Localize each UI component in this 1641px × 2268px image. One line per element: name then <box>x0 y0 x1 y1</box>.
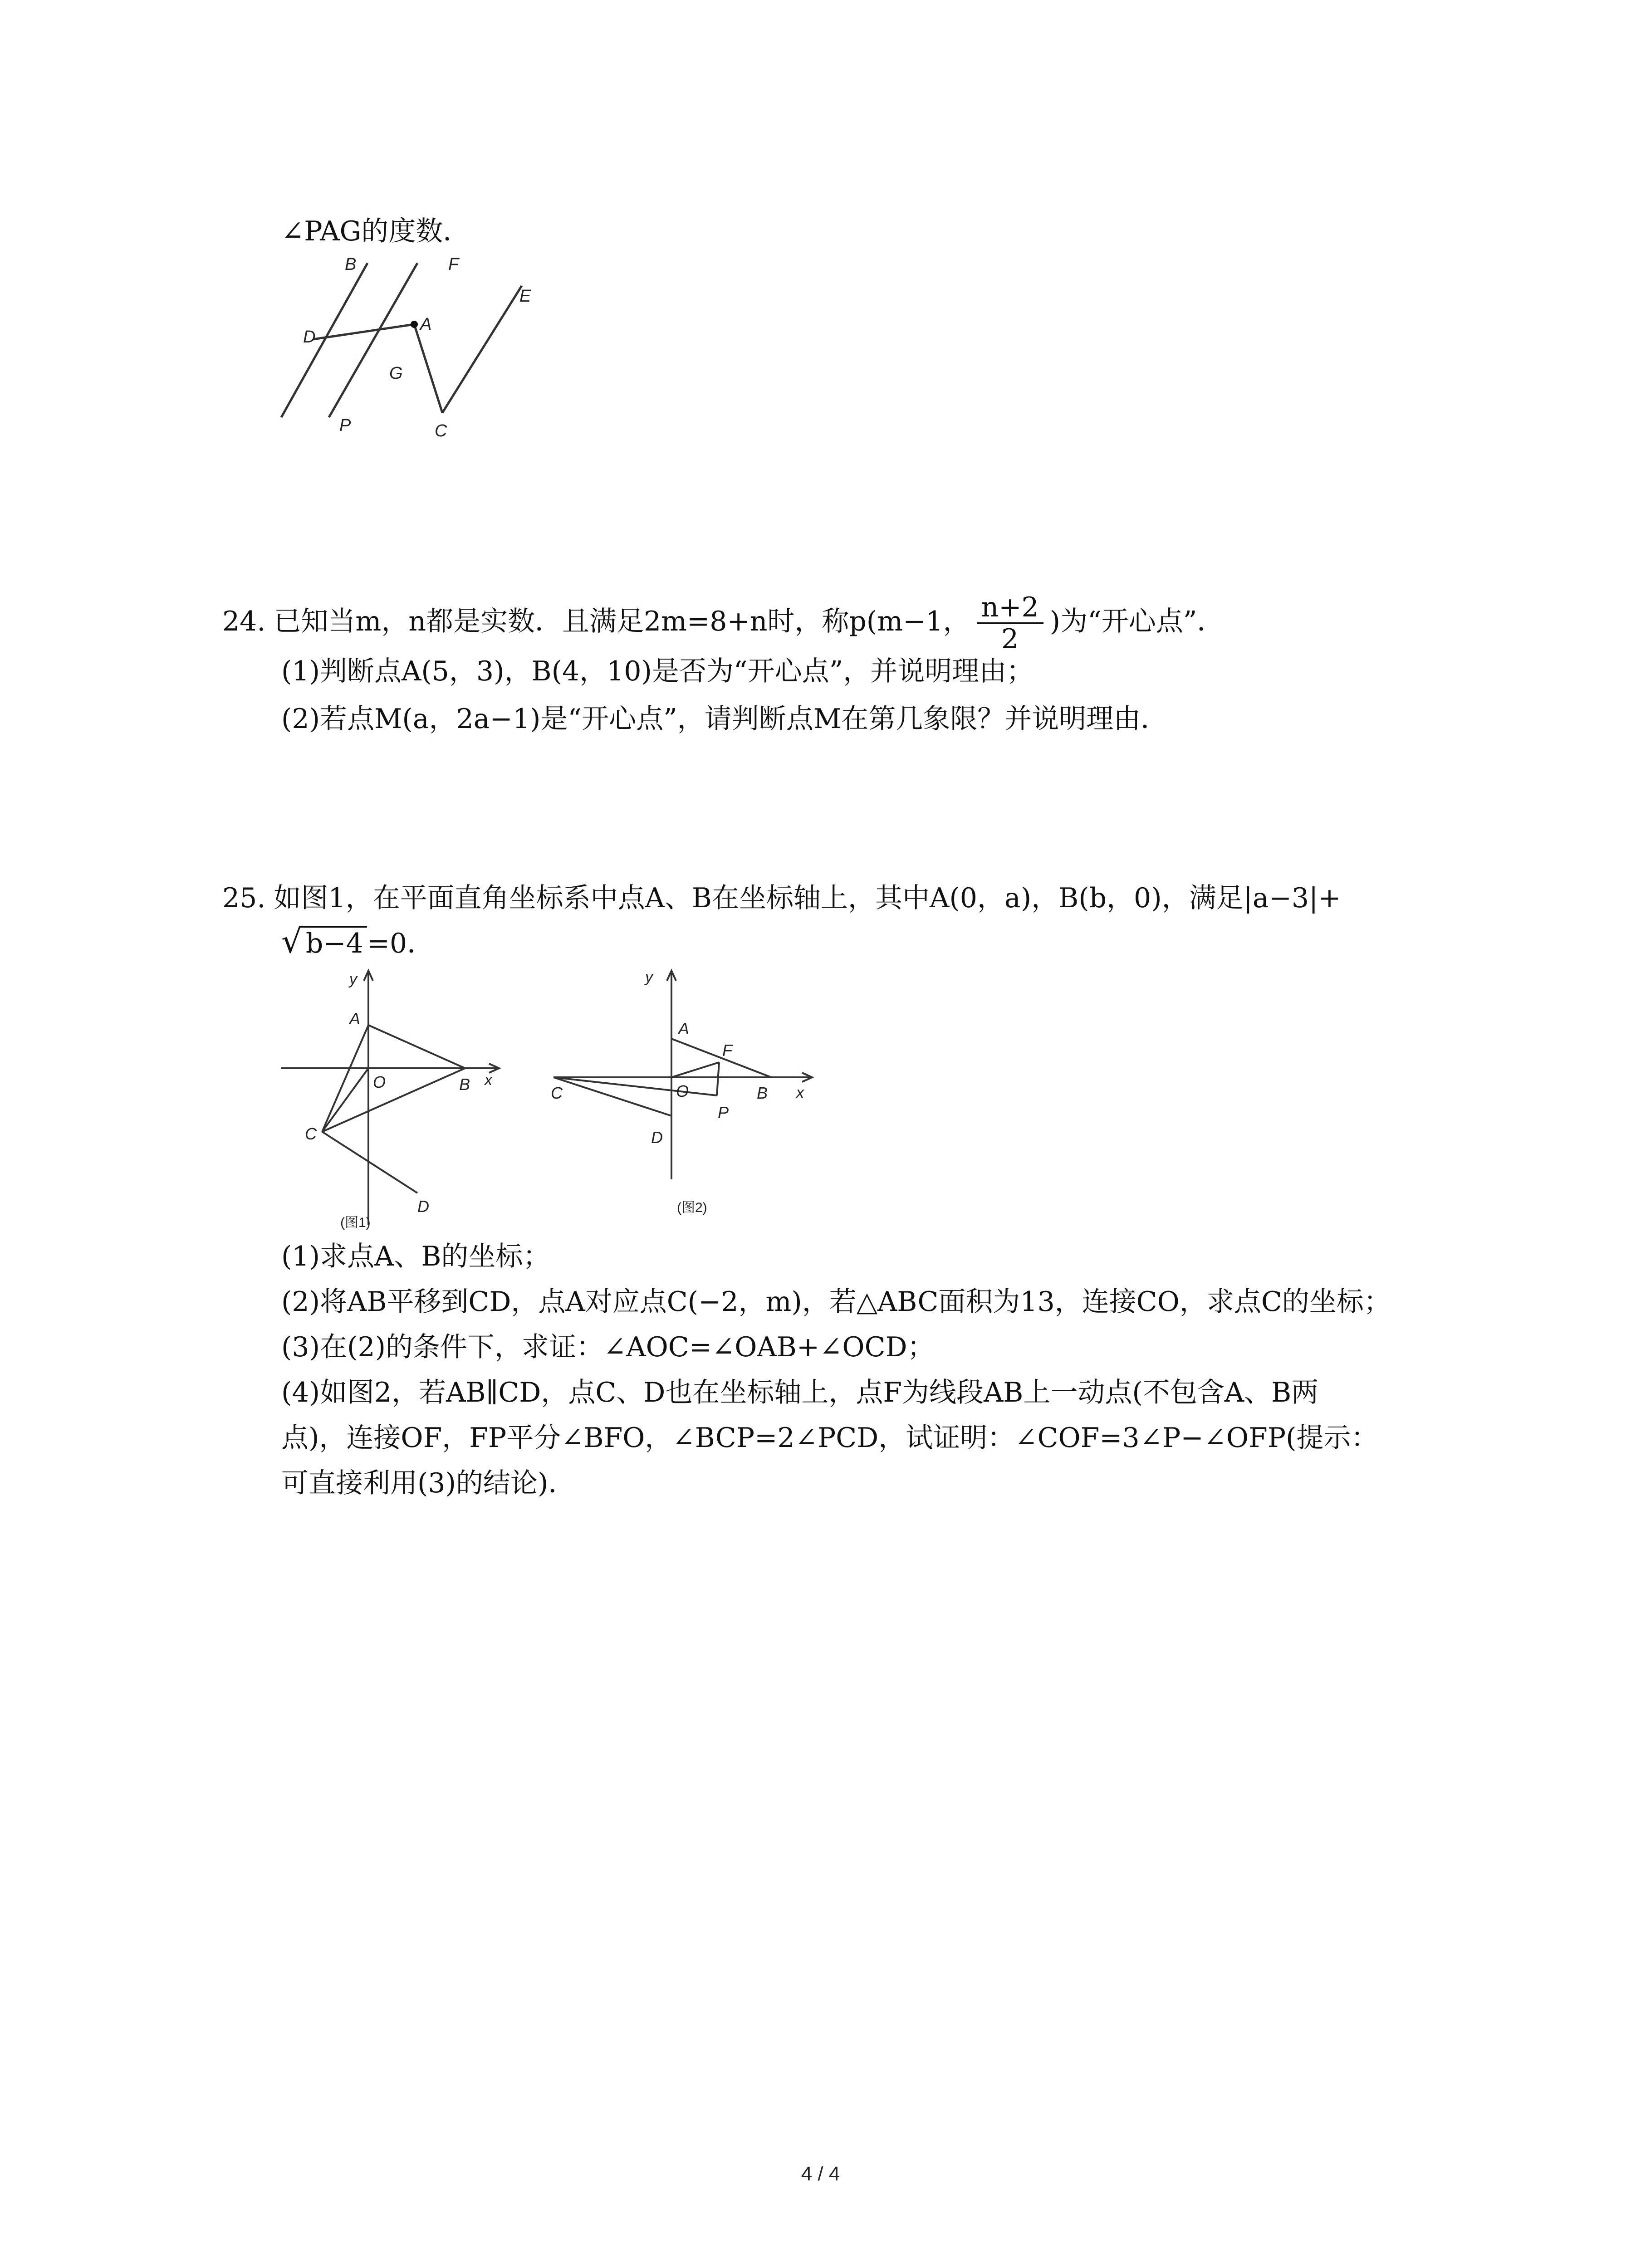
q25-stem-text: 如图1，在平面直角坐标系中点A、B在坐标轴上，其中A(0，a)，B(b，0)，满足|a−3|+ <box>274 882 1341 914</box>
q23-label-D: D <box>303 327 316 347</box>
q23-label-F: F <box>448 255 459 274</box>
fig2-label-O: O <box>676 1082 689 1100</box>
fig2-segment-CP <box>554 1077 717 1095</box>
fig2-segment-AB <box>671 1039 771 1077</box>
fig2-segment-OF <box>671 1062 719 1077</box>
q23-label-E: E <box>519 287 531 306</box>
q24-part1: (1)判断点A(5，3)，B(4，10)是否为“开心点”，并说明理由； <box>281 655 1034 687</box>
q25-number: 25. <box>222 882 266 914</box>
q24-part2: (2)若点M(a，2a−1)是“开心点”，请判断点M在第几象限？并说明理由． <box>281 703 1168 735</box>
q24-stem-a: 已知当m，n都是实数．且满足2m=8+n时，称p(m−1， <box>274 606 970 637</box>
fig1-label-D: D <box>417 1197 429 1216</box>
fig2-label-D: D <box>651 1128 663 1147</box>
q23-line-PF <box>329 263 417 417</box>
q25-sqrt-body: b−4 <box>302 926 367 959</box>
q25-part3: (3)在(2)的条件下，求证：∠AOC=∠OAB+∠OCD； <box>281 1331 935 1363</box>
fig1-segment-AB <box>368 1025 465 1068</box>
q25-part2: (2)将AB平移到CD，点A对应点C(−2，m)，若△ABC面积为13，连接CO，求点C的坐标； <box>281 1286 1391 1318</box>
fig1-label-C: C <box>305 1124 317 1143</box>
q24-fraction-denominator: 2 <box>1001 623 1019 655</box>
fig2-caption: (图2) <box>677 1200 707 1215</box>
q23-line-DB <box>281 263 367 417</box>
fig2-label-C: C <box>551 1084 563 1102</box>
fig2-label-x: x <box>796 1084 804 1101</box>
fig2-label-y: y <box>645 968 653 986</box>
q23-line-CE <box>442 286 522 413</box>
q23-label-A: A <box>420 315 432 334</box>
fig1-label-x: x <box>485 1071 492 1089</box>
fig1-segment-CD <box>322 1132 417 1193</box>
q25-figure-2 <box>544 962 826 1234</box>
q25-figure-1 <box>272 962 508 1234</box>
q24-fraction-numerator: n+2 <box>977 592 1043 624</box>
q23-point-A <box>411 321 418 328</box>
fig1-label-B: B <box>459 1075 470 1094</box>
q23-label-C: C <box>435 421 447 440</box>
fig1-label-A: A <box>349 1009 361 1028</box>
q25-part1: (1)求点A、B的坐标； <box>281 1241 550 1272</box>
q23-label-B: B <box>345 255 357 274</box>
fig2-label-P: P <box>718 1103 729 1122</box>
q24-fraction <box>977 592 1043 654</box>
q23-tail-text: ∠PAG的度数． <box>281 215 470 247</box>
q25-part4-line1: (4)如图2，若AB∥CD，点C、D也在坐标轴上，点F为线段AB上一动点(不包含A、B两 <box>281 1377 1319 1408</box>
fig2-label-B: B <box>757 1084 768 1102</box>
q25-stem-line1 <box>222 880 1341 916</box>
fig2-label-A: A <box>678 1019 690 1038</box>
q24-stem <box>222 590 1224 654</box>
q23-label-G: G <box>389 364 403 383</box>
q23-figure <box>254 249 572 454</box>
fig2-label-F: F <box>722 1041 732 1060</box>
q23-segment-AC <box>414 324 442 413</box>
fig1-segment-BC <box>322 1068 465 1132</box>
q24-stem-b: )为“开心点”． <box>1049 606 1225 637</box>
q23-label-P: P <box>339 416 351 435</box>
q25-sqrt <box>281 923 367 959</box>
q25-stem-tail: =0． <box>367 928 435 959</box>
q25-part4-line2: 点)，连接OF，FP平分∠BFO，∠BCP=2∠PCD，试证明：∠COF=3∠P−∠OFP(提示： <box>281 1422 1378 1454</box>
fig1-label-y: y <box>349 971 357 988</box>
fig1-label-O: O <box>373 1073 386 1091</box>
q24-number: 24. <box>222 606 266 637</box>
q25-part4-line3: 可直接利用(3)的结论)． <box>281 1467 576 1499</box>
q25-stem-line2 <box>281 923 434 962</box>
fig2-segment-FP <box>717 1062 719 1095</box>
radical-sign-icon: √ <box>281 922 302 960</box>
fig1-caption: (图1) <box>340 1215 371 1230</box>
page-number: 4 / 4 <box>801 2163 840 2185</box>
